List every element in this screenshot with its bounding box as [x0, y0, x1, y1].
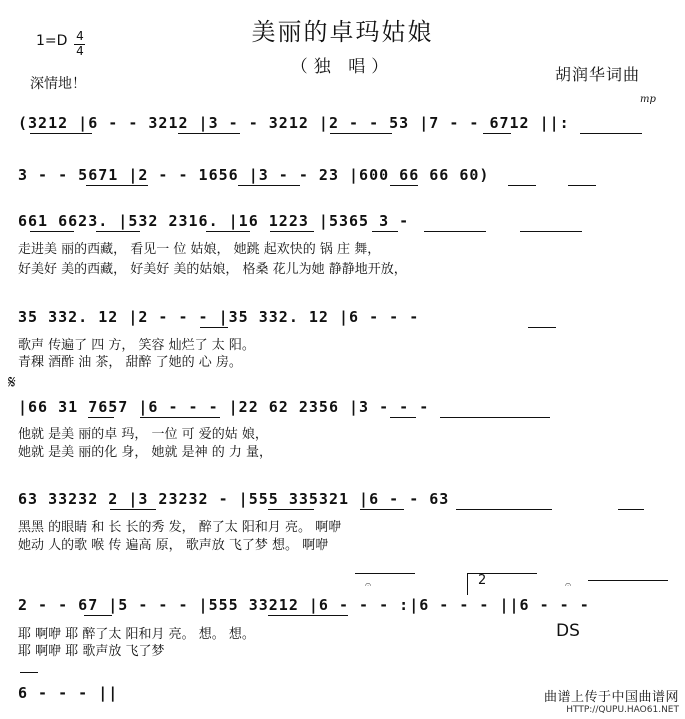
- beam: [520, 231, 582, 232]
- notation-row-4: 35 332. 12 |2 - - - |35 332. 12 |6 - - -: [18, 308, 420, 326]
- beam: [96, 231, 140, 232]
- lyric-row-3-verse-1: 走进美 丽的西藏， 看见一 位 姑娘， 她跳 起欢快的 锅 庄 舞，: [18, 242, 381, 257]
- lyric-row-3-verse-2: 好美好 美的西藏， 好美好 美的姑娘， 格桑 花儿为她 静静地开放，: [18, 262, 407, 277]
- beam: [88, 417, 114, 418]
- beam: [440, 417, 550, 418]
- lyric-row-4-verse-1: 歌声 传遍了 四 方， 笑容 灿烂了 太 阳。: [18, 338, 255, 353]
- time-signature-top: 4: [76, 29, 84, 43]
- beam: [206, 231, 250, 232]
- dynamic-mark: mp: [640, 94, 656, 105]
- lyric-row-7-verse-1: 耶 啊咿 耶 醉了太 阳和月 亮。 想。 想。: [18, 627, 255, 642]
- volta-bracket-side: [467, 573, 468, 595]
- lyric-row-5-verse-2: 她就 是美 丽的化 身， 她就 是神 的 力 量，: [18, 445, 273, 460]
- beam: [528, 327, 556, 328]
- beam: [86, 185, 148, 186]
- lyric-row-5-verse-1: 他就 是美 丽的卓 玛， 一位 可 爱的姑 娘，: [18, 427, 268, 442]
- dal-segno-mark: DS: [556, 621, 580, 641]
- fermata-icon: 𝄐: [365, 578, 372, 591]
- beam: [238, 185, 300, 186]
- segno-sign: 𝄋: [8, 372, 16, 393]
- composer-credit: 胡润华词曲: [555, 65, 641, 84]
- beam: [483, 133, 511, 134]
- key-signature: 1=D: [36, 33, 68, 49]
- lyric-row-7-verse-2: 耶 啊咿 耶 歌声放 飞了梦: [18, 644, 165, 659]
- beam: [110, 509, 156, 510]
- beam: [200, 327, 228, 328]
- beam: [580, 133, 642, 134]
- lyric-row-6-verse-2: 她动 人的歌 喉 传 遍高 原， 歌声放 飞了梦 想。 啊咿: [18, 538, 329, 553]
- beam: [390, 185, 418, 186]
- song-title: 美丽的卓玛姑娘: [251, 18, 434, 46]
- beam: [84, 615, 112, 616]
- beam: [456, 509, 552, 510]
- beam: [178, 133, 240, 134]
- beam: [390, 417, 416, 418]
- fermata-icon: 𝄐: [565, 578, 572, 591]
- slur: [588, 580, 668, 581]
- lyric-row-4-verse-2: 青稞 酒酢 油 茶， 甜醉 了她的 心 房。: [18, 355, 242, 370]
- beam: [330, 133, 392, 134]
- beam: [268, 509, 314, 510]
- lyric-row-6-verse-1: 黑黑 的眼睛 和 长 长的秀 发， 醉了太 阳和月 亮。 啊咿: [18, 520, 342, 535]
- watermark-text: 曲谱上传于中国曲谱网: [543, 690, 679, 705]
- slur: [20, 672, 38, 673]
- beam: [372, 231, 398, 232]
- beam: [30, 133, 92, 134]
- expression-mark: 深情地！: [30, 76, 86, 92]
- notation-row-8: 6 - - - ||: [18, 684, 119, 702]
- beam: [270, 231, 314, 232]
- notation-row-2: 3 - - 5671 |2 - - 1656 |3 - - 23 |600 66 66 60): [18, 166, 490, 184]
- notation-row-3: 661 6623. |532 2316. |16 1223 |5365 3 -: [18, 212, 410, 230]
- beam: [140, 417, 220, 418]
- beam: [508, 185, 536, 186]
- beam: [268, 615, 348, 616]
- notation-row-7: 2 - - 67 |5 - - - |555 33212 |6 - - - :|6 - - - ||6 - - -: [18, 596, 590, 614]
- song-subtitle: （独 唱）: [290, 57, 395, 77]
- volta-number: 2: [478, 573, 487, 588]
- beam: [30, 231, 74, 232]
- notation-row-1: (3212 |6 - - 3212 |3 - - 3212 |2 - - 53 |7 - - 6712 ||:: [18, 114, 570, 132]
- watermark-url: HTTP://QUPU.HAO61.NET: [566, 705, 679, 715]
- beam: [568, 185, 596, 186]
- fermata-bracket: [355, 573, 415, 574]
- beam: [424, 231, 486, 232]
- time-signature-bottom: 4: [76, 44, 84, 58]
- beam: [360, 509, 404, 510]
- notation-row-5: |66 31 7657 |6 - - - |22 62 2356 |3 - - -: [18, 398, 430, 416]
- beam: [618, 509, 644, 510]
- notation-row-6: 63 33232 2 |3 23232 - |555 335321 |6 - - 63: [18, 490, 450, 508]
